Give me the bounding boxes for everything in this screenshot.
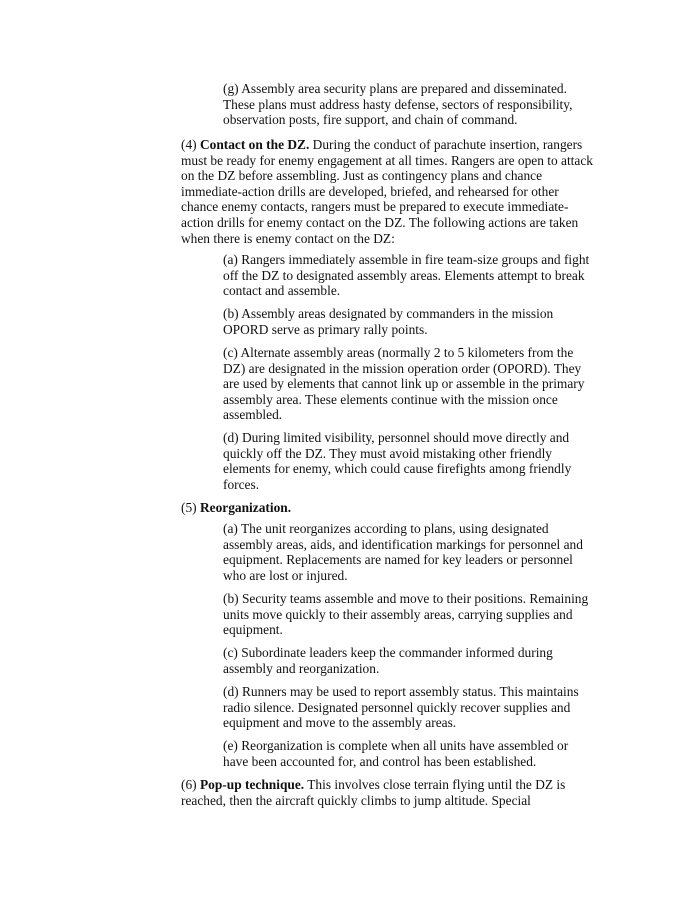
paragraph-5b: (b) Security teams assemble and move to their positions. Remaining units move quickly to their assembly areas, carrying supplies and equipment. [223,591,589,638]
paragraph-6-body: This involves close terrain flying until the DZ is reached, then the aircraft quickly climbs to jump altitude. Special [181,777,566,808]
paragraph-g-security: (g) Assembly area security plans are prepared and disseminated. These plans must address hasty defense, sectors of responsibility, observation posts, fire support, and chain of command. [223,81,573,128]
paragraph-6-number: (6) [181,777,200,792]
paragraph-6-title: Pop-up technique. [199,777,305,792]
paragraph-5-title: Reorganization. [199,500,292,515]
paragraph-5c: (c) Subordinate leaders keep the commander informed during assembly and reorganization. [223,645,553,676]
paragraph-4-title: Contact on the DZ. [199,137,310,152]
paragraph-5e: (e) Reorganization is complete when all units have assembled or have been accounted for, and control has been established. [223,738,569,769]
paragraph-4b: (b) Assembly areas designated by commanders in the mission OPORD serve as primary rally points. [223,306,554,337]
paragraph-5a: (a) The unit reorganizes according to plans, using designated assembly areas, aids, and identification markings for personnel and equipment. Replacements are named for key leaders or personnel who are lost or injured. [223,521,583,583]
paragraph-5-number: (5) [181,500,200,515]
paragraph-4-number: (4) [181,137,200,152]
paragraph-4d: (d) During limited visibility, personnel should move directly and quickly off the DZ. They must avoid mistaking other friendly elements for enemy, which could cause firefights among friendly forces. [223,430,572,492]
paragraph-4-contact-on-dz [181,137,595,246]
paragraph-6-pop-up-technique [181,777,595,808]
paragraph-4-body: During the conduct of parachute insertion, rangers must be ready for enemy engagement at all times. Rangers are open to attack on the DZ before assembling. Just as contingency plans and chance immediate-action drills are developed, briefed, and rehearsed for other chance enemy contacts, rangers must be prepared to execute immediate-action drills for enemy contact on the DZ. The following actions are taken when there is enemy contact on the DZ: [181,137,593,246]
paragraph-4c: (c) Alternate assembly areas (normally 2 to 5 kilometers from the DZ) are designated in the mission operation order (OPORD). They are used by elements that cannot link up or assemble in the primary assembly area. These elements continue with the mission once assembled. [223,345,585,423]
paragraph-4a: (a) Rangers immediately assemble in fire team-size groups and fight off the DZ to designated assembly areas. Elements attempt to break contact and assemble. [223,252,590,299]
paragraph-5-reorganization [181,500,595,516]
paragraph-5d: (d) Runners may be used to report assembly status. This maintains radio silence. Designated personnel quickly recover supplies and equipment and move to the assembly areas. [223,684,579,731]
